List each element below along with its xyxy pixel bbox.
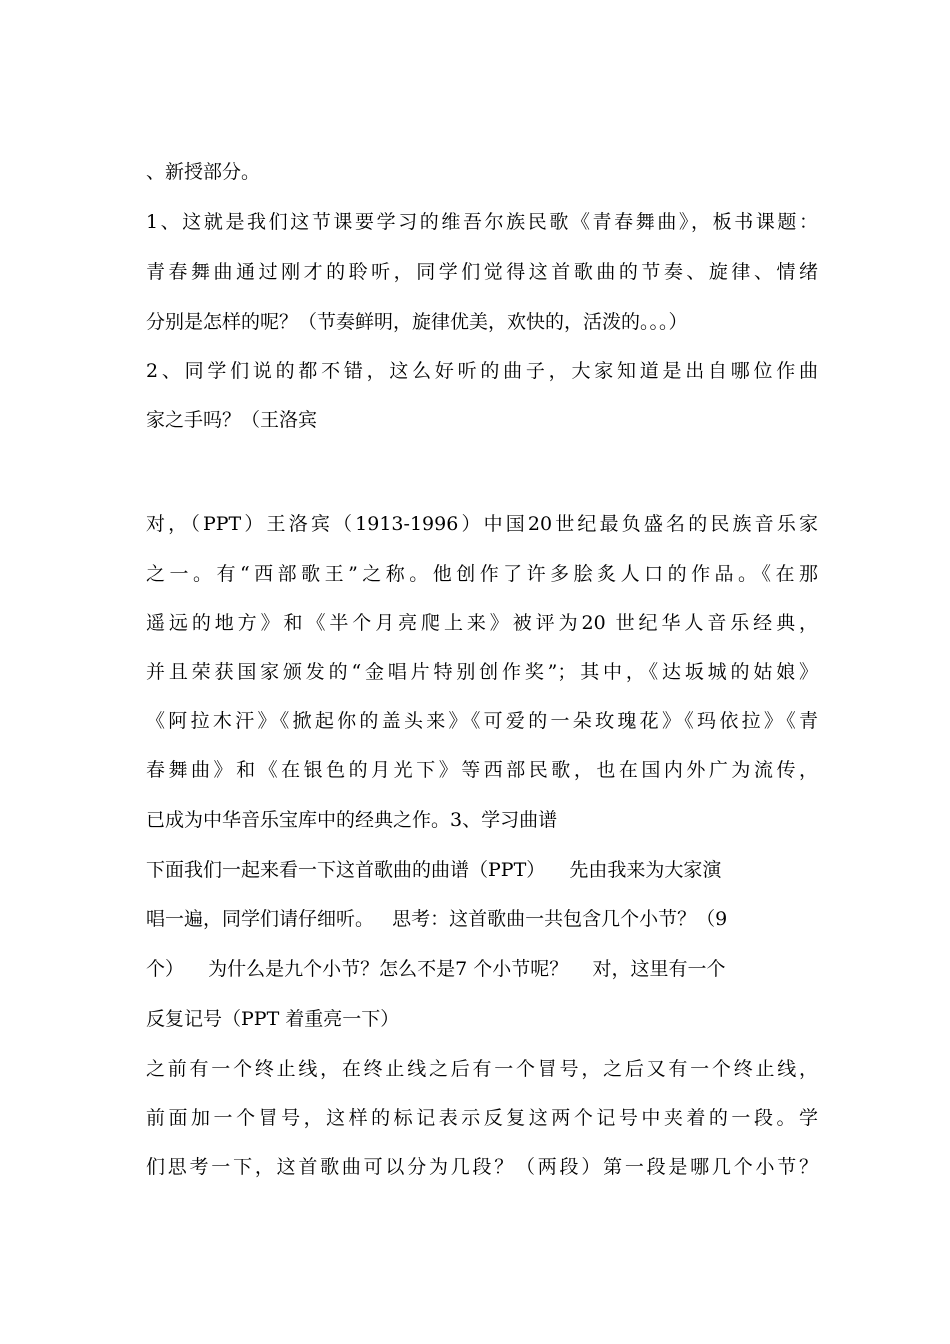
paragraph-line: 2、同学们说的都不错，这么好听的曲子，大家知道是出自哪位作曲 — [146, 360, 818, 382]
paragraph-line: 对，（PPT）王洛宾（1913-1996）中国20世纪最负盛名的民族音乐家 — [146, 513, 818, 535]
paragraph-line: 《阿拉木汗》《掀起你的盖头来》《可爱的一朵玫瑰花》《玛依拉》《青 — [146, 710, 818, 732]
paragraph-line: 之一。有“西部歌王”之称。他创作了许多脍炙人口的作品。《在那 — [146, 563, 818, 585]
paragraph-line: 1、这就是我们这节课要学习的维吾尔族民歌《青春舞曲》，板书课题： — [146, 211, 818, 233]
paragraph-line: 反复记号（PPT 着重亮一下） — [146, 1008, 400, 1030]
paragraph-line: 下面我们一起来看一下这首歌曲的曲谱（PPT） 先由我来为大家演 — [146, 859, 722, 881]
paragraph-line: 前面加一个冒号，这样的标记表示反复这两个记号中夹着的一段。学 — [146, 1107, 818, 1129]
paragraph-line: 已成为中华音乐宝库中的经典之作。3、学习曲谱 — [146, 809, 558, 831]
paragraph-line: 唱一遍，同学们请仔细听。 思考：这首歌曲一共包含几个小节？（9 — [146, 908, 728, 930]
paragraph-line: 遥远的地方》和《半个月亮爬上来》被评为20 世纪华人音乐经典， — [146, 612, 818, 634]
paragraph-line: 家之手吗？（王洛宾 — [146, 409, 318, 431]
paragraph-line: 个） 为什么是九个小节？怎么不是7 个小节呢？ 对，这里有一个 — [146, 958, 726, 980]
paragraph-line: 并且荣获国家颁发的“金唱片特别创作奖”；其中，《达坂城的姑娘》 — [146, 661, 818, 683]
paragraph-line: 们思考一下，这首歌曲可以分为几段？（两段）第一段是哪几个小节？ — [146, 1156, 818, 1178]
section-heading: 、新授部分。 — [146, 161, 261, 183]
paragraph-line: 春舞曲》和《在银色的月光下》等西部民歌，也在国内外广为流传， — [146, 759, 818, 781]
paragraph-line: 分别是怎样的呢？（节奏鲜明，旋律优美，欢快的，活泼的。。。） — [146, 311, 688, 333]
paragraph-line: 之前有一个终止线，在终止线之后有一个冒号，之后又有一个终止线， — [146, 1058, 818, 1080]
paragraph-line: 青春舞曲通过刚才的聆听，同学们觉得这首歌曲的节奏、旋律、情绪 — [146, 261, 818, 283]
